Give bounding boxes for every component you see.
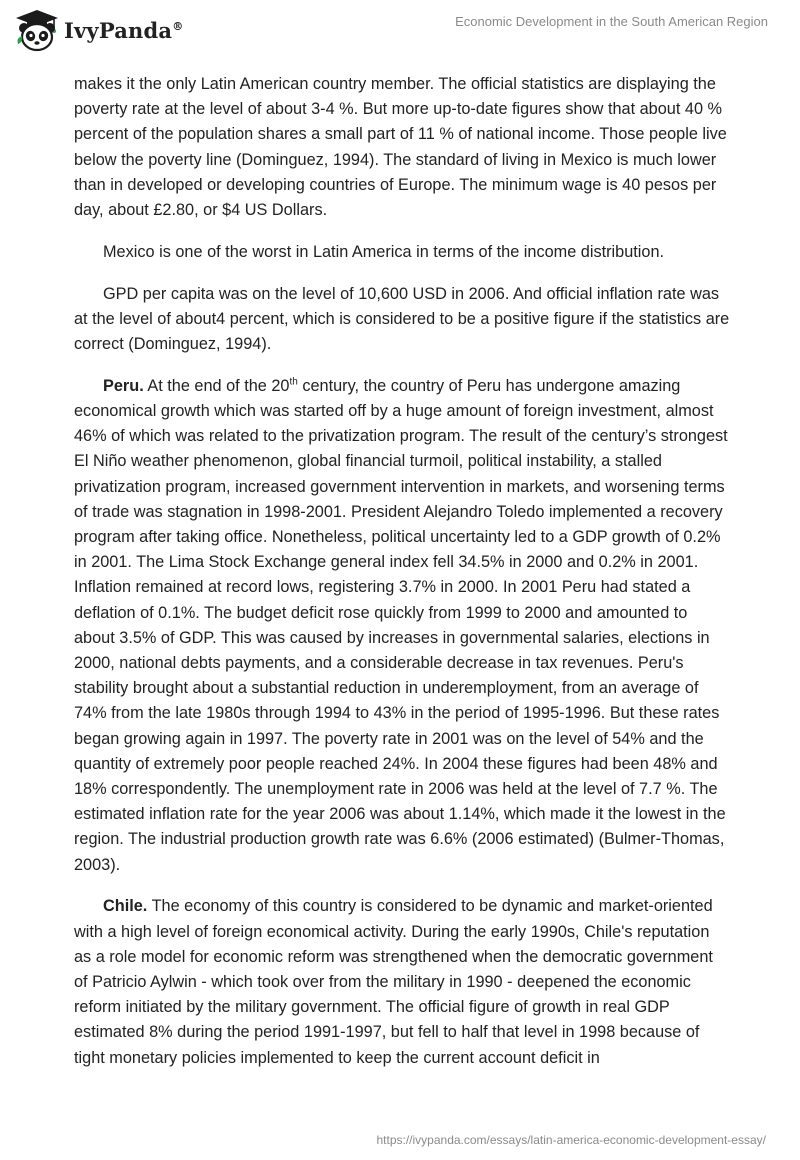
paragraph-mexico-income: Mexico is one of the worst in Latin America in terms of the income distribution. — [103, 242, 665, 261]
source-url[interactable]: https://ivypanda.com/essays/latin-america-economic-development-essay/ — [376, 1133, 766, 1147]
paragraph-mexico-gdp: GPD per capita was on the level of 10,600 USD in 2006. And official inflation rate was at the level of about4 percent, which is considered to be a positive figure if the statistics are correct (Dominguez, 1994). — [74, 284, 730, 354]
page-header — [0, 0, 800, 60]
paragraph-mexico-continued: makes it the only Latin American country member. The official statistics are displaying the poverty rate at the level of about 3-4 %. But more up-to-date figures show that about 40 % percent of the population shares a small part of 11 % of national income. Those people live below the poverty line (Dominguez, 1994). The standard of living in Mexico is much lower than in developed or developing countries of Europe. The minimum wage is 40 pesos per day, about £2.80, or $4 US Dollars. — [74, 75, 727, 220]
essay-body — [74, 72, 730, 1087]
paragraph-peru-text-b: century, the country of Peru has undergone amazing economical growth which was started off by a huge amount of foreign investment, almost 46% of which was related to the privatization program. The result of the century’s strongest El Niño weather phenomenon, global financial turmoil, political instability, a stalled privatization program, increased government intervention in markets, and worsening terms of trade was stagnation in 1998-2001. President Alejandro Toledo implemented a recovery program after taking office. Nonetheless, political uncertainty led to a GDP growth of 0.2% in 2001. The Lima Stock Exchange general index fell 34.5% in 2000 and 0.2% in 2001. Inflation remained at record lows, registering 3.7% in 2000. In 2001 Peru had stated a deflation of 0.1%. The budget deficit rose quickly from 1999 to 2000 and amounted to about 3.5% of GDP. This was caused by increases in governmental salaries, elections in 2000, national debts payments, and a considerable decrease in tax revenues. Peru's stability brought about a substantial reduction in underemployment, from an average of 74% from the late 1980s through 1994 to 43% in the period of 1995-1996. But these rates began growing again in 1997. The poverty rate in 2001 was on the level of 54% and the quantity of extremely poor people reached 24%. In 2004 these figures had been 48% and 18% correspondently. The unemployment rate in 2006 was held at the level of 7.7 %. The estimated inflation rate for the year 2006 was about 1.14%, which made it the lowest in the region. The industrial production growth rate was 6.6% (2006 estimated) (Bulmer-Thomas, 2003). — [74, 376, 728, 874]
section-lead-chile: Chile. — [103, 897, 148, 916]
panda-graduate-icon — [14, 8, 60, 52]
section-lead-peru: Peru. — [103, 376, 144, 395]
paragraph-chile — [74, 894, 730, 1070]
document-title: Economic Development in the South American Region — [455, 14, 768, 29]
brand-name: IvyPanda® — [64, 17, 184, 43]
paragraph-chile-text: The economy of this country is considered to be dynamic and market-oriented with a high level of foreign economical activity. During the early 1990s, Chile's reputation as a role model for economic reform was strengthened when the democratic government of Patricio Aylwin - which took over from the military in 1990 - deepened the economic reform initiated by the military government. The official figure of growth in real GDP estimated 8% during the period 1991-1997, but fell to half that level in 1998 because of tight monetary policies implemented to keep the current account deficit in — [74, 897, 713, 1067]
paragraph-peru-text-a: At the end of the 20 — [143, 376, 290, 395]
ordinal-suffix: th — [289, 376, 298, 388]
paragraph-peru — [74, 374, 730, 878]
ivypanda-logo[interactable] — [14, 8, 194, 52]
